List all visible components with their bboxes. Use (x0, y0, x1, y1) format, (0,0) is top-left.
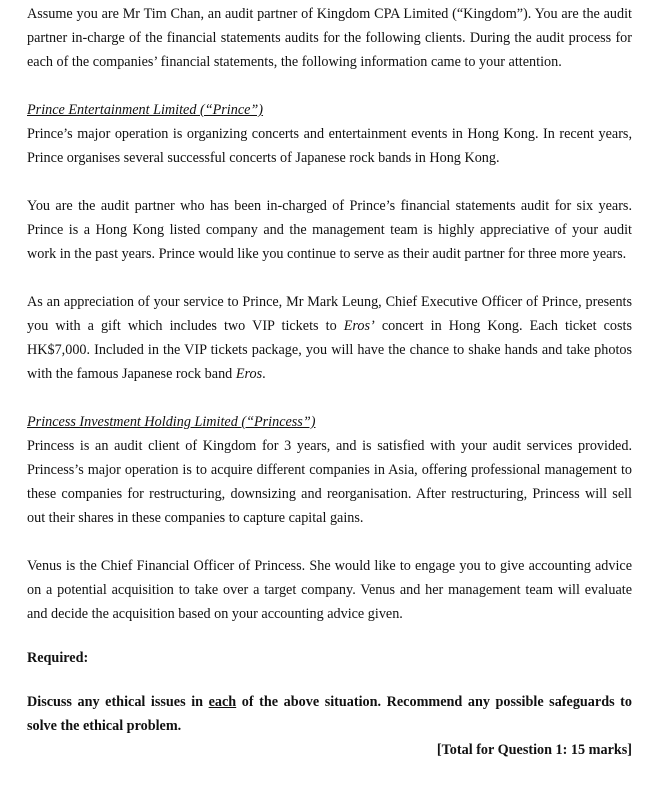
princess-paragraph-2: Venus is the Chief Financial Officer of Princess. She would like to engage you to give accounting advice on a potential acquisition to take over a target company. Venus and her management team will evaluate and decide the acquisition based on your accounting advice given. (27, 558, 632, 622)
intro-paragraph: Assume you are Mr Tim Chan, an audit partner of Kingdom CPA Limited (“Kingdom”). You are the audit partner in-charge of the financial statements audits for the following clients. During the audit process for each of the companies’ financial statements, the following information came to your attention. (27, 6, 632, 70)
prince-paragraph-1: Prince’s major operation is organizing concerts and entertainment events in Hong Kong. In recent years, Prince organises several successful concerts of Japanese rock bands in Hong Kong. (27, 126, 632, 166)
prince-heading: Prince Entertainment Limited (“Prince”) (27, 102, 264, 118)
princess-paragraph-1: Princess is an audit client of Kingdom for 3 years, and is satisfied with your audit services provided. Princess’s major operation is to acquire different companies in Asia, offering professional management to these companies for restructuring, downsizing and reorganisation. After restructuring, Princess will sell out their shares in these companies to capture capital gains. (27, 438, 632, 526)
band-name-eros: Eros (235, 366, 263, 382)
required-label: Required: (27, 650, 89, 666)
prince-paragraph-3 (27, 290, 632, 386)
total-marks: [Total for Question 1: 15 marks] (436, 742, 632, 758)
question-part-a: Discuss any ethical issues in (27, 694, 209, 710)
prince-paragraph-2: You are the audit partner who has been in-charged of Prince’s financial statements audit for six years. Prince is a Hong Kong listed company and the management team is highly appreciative of your audit work in the past years. Prince would like you continue to serve as their audit partner for three more years. (27, 198, 632, 262)
question-part-b: of the above situation. Recommend any possible safeguards to solve the ethical problem. (27, 694, 632, 734)
prince-p3-part-a: As an appreciation of your service to Prince, Mr Mark Leung, Chief Executive Officer of Prince, presents you with a gift which includes two VIP tickets to (27, 294, 632, 334)
prince-p3-part-c: . (262, 366, 266, 382)
prince-p3-part-b: concert in Hong Kong. Each ticket costs HK$7,000. Included in the VIP tickets package, you will have the chance to shake hands and take photos with the famous Japanese rock band (27, 318, 632, 382)
princess-heading: Princess Investment Holding Limited (“Princess”) (27, 414, 316, 430)
required-question (27, 690, 632, 738)
band-name-eros-possessive: Eros’ (343, 318, 375, 334)
question-document (27, 2, 632, 762)
question-each-emphasis: each (208, 694, 237, 710)
